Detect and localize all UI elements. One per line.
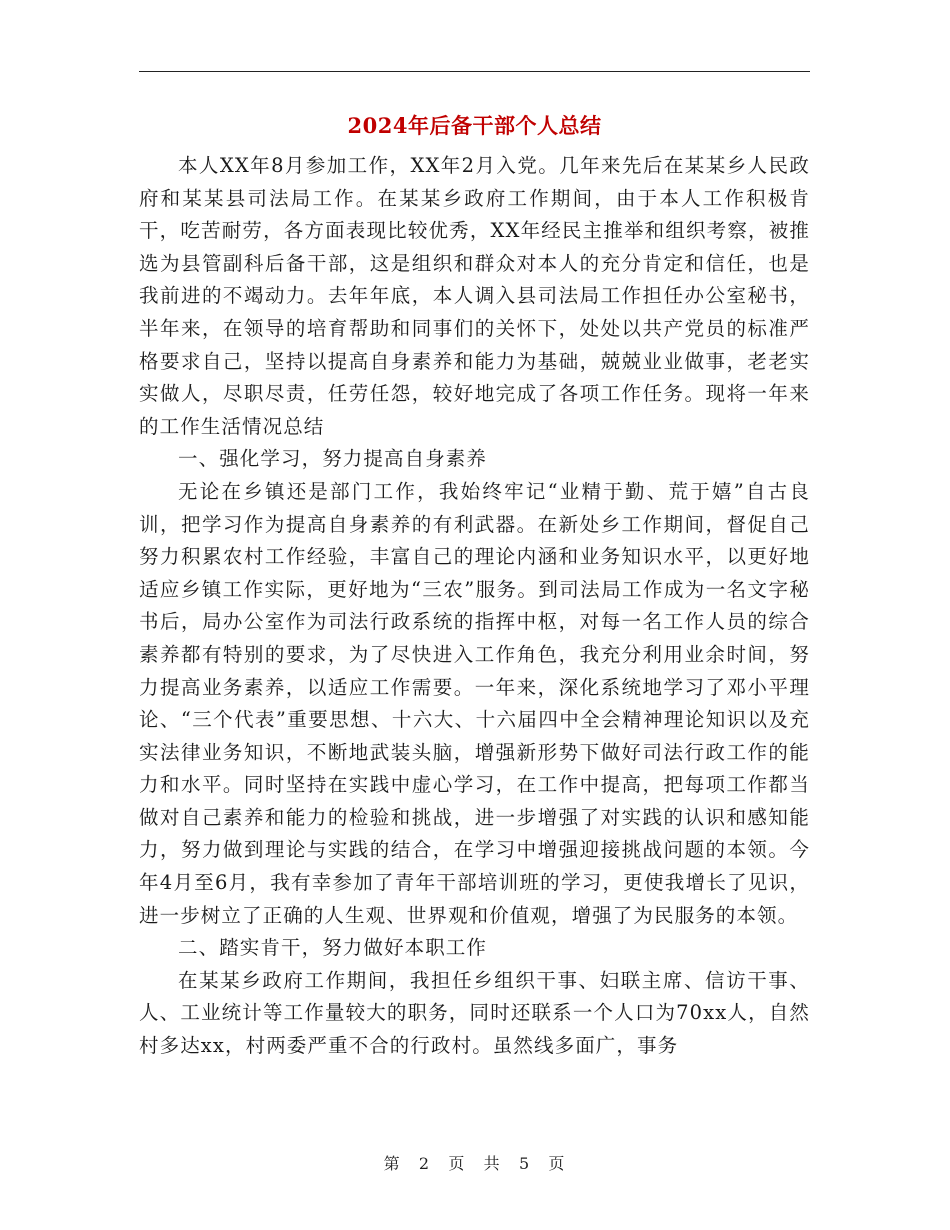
intro-paragraph: 本人XX年8月参加工作，XX年2月入党。几年来先后在某某乡人民政府和某某县司法局工作。在某某乡政府工作期间，由于本人工作积极肯干，吃苦耐劳，各方面表现比较优秀，XX年经民主推举和组织考察，被推选为县管副科后备干部，这是组织和群众对本人的充分肯定和信任，也是我前进的不竭动力。去年年底，本人调入县司法局工作担任办公室秘书，半年来，在领导的培育帮助和同事们的关怀下，处处以共产党员的标准严格要求自己，坚持以提高自身素养和能力为基础，兢兢业业做事，老老实实做人，尽职尽责，任劳任怨，较好地完成了各项工作任务。现将一年来的工作生活情况总结 [139,154,810,438]
footer-total-unit: 页 [548,1154,566,1173]
section-heading-2: 二、踏实肯干，努力做好本职工作 [178,936,488,960]
footer-page-unit: 页 [448,1154,466,1173]
footer-page-number: 2 [418,1154,431,1173]
study-paragraph: 无论在乡镇还是部门工作，我始终牢记“业精于勤、荒于嬉”自古良训，把学习作为提高自身素养的有利武器。在新处乡工作期间，督促自己努力积累农村工作经验，丰富自己的理论内涵和业务知识水平，以更好地适应乡镇工作实际，更好地为“三农”服务。到司法局工作成为一名文字秘书后，局办公室作为司法行政系统的指挥中枢，对每一名工作人员的综合素养都有特别的要求，为了尽快进入工作角色，我充分利用业余时间，努力提高业务素养，以适应工作需要。一年来，深化系统地学习了邓小平理论、“三个代表”重要思想、十六大、十六届四中全会精神理论知识以及充实法律业务知识，不断地武装头脑，增强新形势下做好司法行政工作的能力和水平。同时坚持在实践中虚心学习，在工作中提高，把每项工作都当做对自己素养和能力的检验和挑战，进一步增强了对实践的认识和感知能力，努力做到理论与实践的结合，在学习中增强迎接挑战问题的本领。今年4月至6月，我有幸参加了青年干部培训班的学习，更使我增长了见识，进一步树立了正确的人生观、世界观和价值观，增强了为民服务的本领。 [139,479,810,927]
section-heading-1: 一、强化学习，努力提高自身素养 [178,447,488,471]
document-title: 2024年后备干部个人总结 [347,113,602,138]
page-footer [139,1152,810,1176]
header-rule [139,71,810,72]
document-body [139,150,810,1063]
footer-middle: 共 [483,1154,501,1173]
footer-prefix: 第 [383,1154,401,1173]
footer-total-pages: 5 [518,1154,531,1173]
work-paragraph: 在某某乡政府工作期间，我担任乡组织干事、妇联主席、信访干事、人、工业统计等工作量较大的职务，同时还联系一个人口为70xx人，自然村多达xx，村两委严重不合的行政村。虽然线多面广，事务 [139,968,810,1058]
